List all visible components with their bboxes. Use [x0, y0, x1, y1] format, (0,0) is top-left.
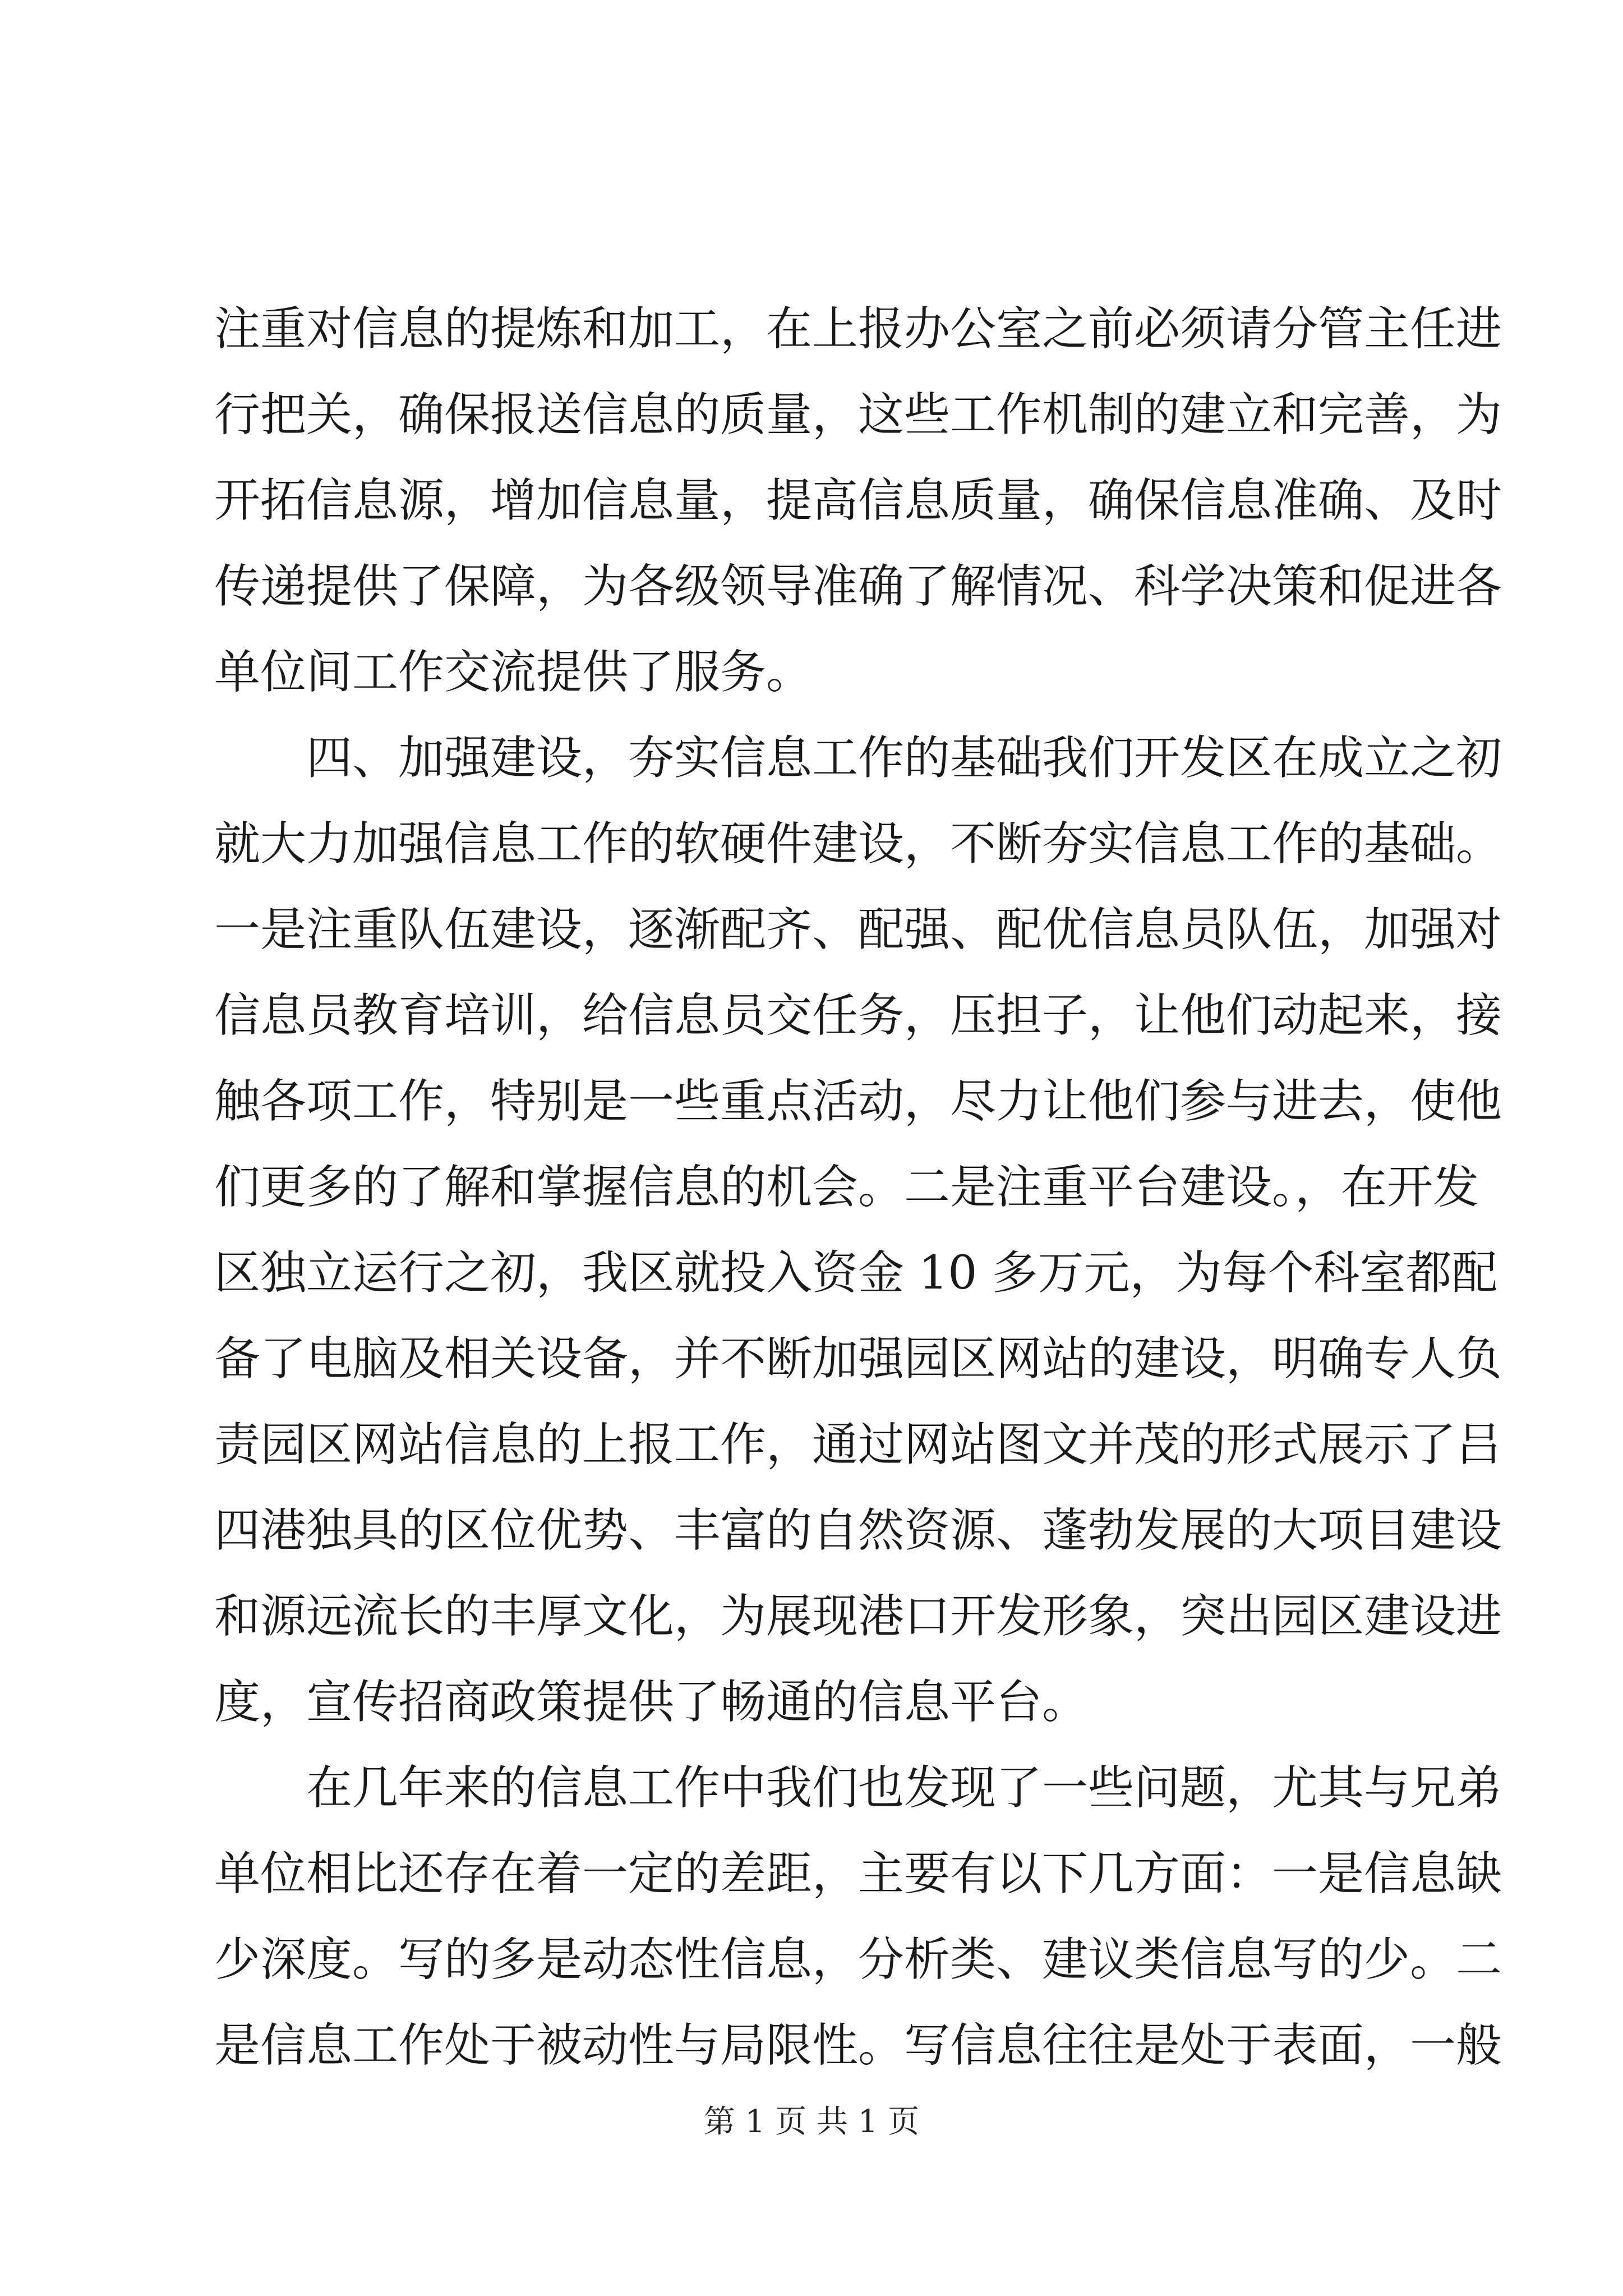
- body-text-line: 和源远流长的丰厚文化，为展现港口开发形象，突出园区建设进: [214, 1590, 1502, 1643]
- body-text-line: 行把关，确保报送信息的质量，这些工作机制的建立和完善，为: [214, 388, 1502, 441]
- body-text-line: 单位间工作交流提供了服务。: [214, 646, 813, 699]
- body-text-line: 们更多的了解和掌握信息的机会。二是注重平台建设。，在开发: [214, 1161, 1479, 1214]
- body-text-line: 单位相比还存在着一定的差距，主要有以下几方面：一是信息缺: [214, 1847, 1502, 1901]
- body-text-line: 信息员教育培训，给信息员交任务，压担子，让他们动起来，接: [214, 989, 1502, 1042]
- body-text-line: 四港独具的区位优势、丰富的自然资源、蓬勃发展的大项目建设: [214, 1504, 1502, 1557]
- body-text-line: 备了电脑及相关设备，并不断加强园区网站的建设，明确专人负: [214, 1332, 1502, 1386]
- body-text-line: 一是注重队伍建设，逐渐配齐、配强、配优信息员队伍，加强对: [214, 903, 1502, 956]
- body-text-line: 是信息工作处于被动性与局限性。写信息往往是处于表面，一般: [214, 2019, 1502, 2072]
- body-text-line: 少深度。写的多是动态性信息，分析类、建议类信息写的少。二: [214, 1933, 1502, 1986]
- body-text-line: 责园区网站信息的上报工作，通过网站图文并茂的形式展示了吕: [214, 1418, 1502, 1471]
- body-text-line: 区独立运行之初，我区就投入资金 10 多万元，为每个科室都配: [214, 1246, 1498, 1300]
- body-text-line: 传递提供了保障，为各级领导准确了解情况、科学决策和促进各: [214, 560, 1502, 613]
- body-text-line: 触各项工作，特别是一些重点活动，尽力让他们参与进去，使他: [214, 1075, 1502, 1128]
- page-footer: 第 1 页 共 1 页: [703, 2104, 920, 2140]
- body-text-line: 就大力加强信息工作的软硬件建设，不断夯实信息工作的基础。: [214, 817, 1502, 871]
- body-text-line: 在几年来的信息工作中我们也发现了一些问题，尤其与兄弟: [306, 1761, 1502, 1815]
- body-text-line: 注重对信息的提炼和加工，在上报办公室之前必须请分管主任进: [214, 302, 1502, 356]
- body-text-line: 开拓信息源，增加信息量，提高信息质量，确保信息准确、及时: [214, 474, 1502, 527]
- paragraph-heading-line: 四、加强建设，夯实信息工作的基础我们开发区在成立之初: [306, 731, 1502, 785]
- body-text-line: 度，宣传招商政策提供了畅通的信息平台。: [214, 1676, 1089, 1729]
